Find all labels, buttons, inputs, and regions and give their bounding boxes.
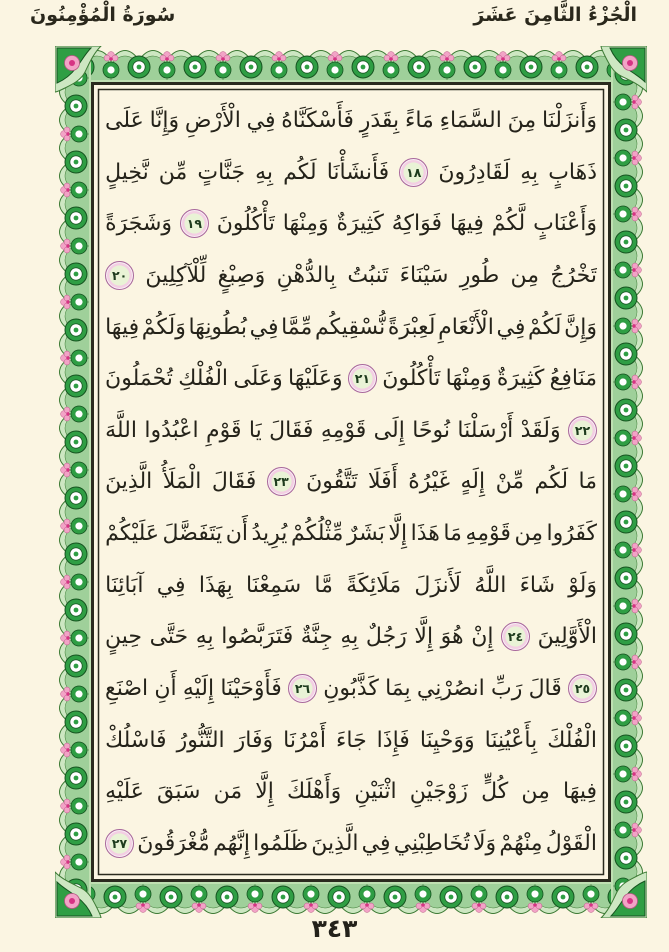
word: قَالَ (528, 676, 562, 702)
word: الْقَوْلُ (545, 830, 597, 856)
word: سَيْنَاءَ (399, 262, 449, 288)
word: أَنِ (154, 676, 177, 702)
word: فَقَالَ (269, 417, 314, 443)
word: بِهَذَا (198, 572, 233, 598)
word: يَا (248, 417, 262, 443)
quran-text-block (105, 95, 597, 869)
word: وَمِنْهَا (282, 211, 329, 237)
quran-line (105, 715, 597, 766)
word: اثْنَيْنِ (354, 779, 397, 805)
word: التَّنُّورُ (176, 727, 225, 753)
word: جَنَّاتٍ (197, 159, 246, 185)
word: مِن (510, 262, 540, 288)
word: تَنبُتُ (347, 262, 389, 288)
word: إِنَّهُم (212, 830, 250, 856)
quran-line (105, 766, 597, 817)
word: بِأَعْيُنِنَا (484, 727, 538, 753)
word: مِّمَّا (281, 314, 313, 340)
word: إِلَهٍ (460, 469, 486, 495)
word: السَّمَاءِ (439, 108, 502, 133)
word: الْفُلْكِ (178, 366, 229, 392)
word: لَعِبْرَةً (387, 314, 436, 340)
word: كَفَرُوا (546, 521, 597, 547)
word: فِي (249, 314, 279, 340)
word: وَأَهْلَكَ (287, 779, 342, 805)
word: مَا (578, 469, 597, 495)
word: الْأَوَّلِينَ (537, 624, 597, 650)
word: كَثِيرَةٌ (336, 211, 384, 237)
page-number: ٣٤٣ (311, 914, 358, 943)
word: بِهِ (195, 624, 214, 650)
quran-line (105, 405, 597, 456)
word: وَلَكُمْ (141, 314, 186, 340)
word: تَخْرُجُ (550, 262, 597, 288)
verse-marker: ٢٠ (105, 261, 134, 290)
word: بِهِ (255, 159, 274, 185)
word: هَذَا (410, 521, 440, 547)
word: بِمَا (385, 676, 411, 702)
quran-line (105, 302, 597, 353)
word: وَلَوْ (568, 572, 597, 598)
word: فَتَرَبَّصُوا (221, 624, 294, 650)
word: عَلَى (105, 108, 144, 133)
word: لَّكُمْ (491, 211, 526, 237)
word: فَوَاكِهُ (391, 211, 442, 237)
word: مِّنْ (495, 469, 525, 495)
word: جَاءَ (336, 727, 367, 753)
verse-marker: ٢٣ (267, 467, 296, 496)
word: فِيهَا (449, 211, 484, 237)
word: بِقَدَرٍ (359, 108, 400, 133)
word: اللَّهُ (474, 572, 507, 598)
quran-line (105, 147, 597, 198)
word: إِنْ (471, 624, 494, 650)
word: آبَائِنَا (105, 572, 144, 598)
word: فِيهَا (563, 779, 597, 805)
word: مَنَافِعُ (549, 366, 597, 392)
word: فِيهَا (105, 314, 140, 340)
word: سَمِعْنَا (246, 572, 302, 598)
word: إِلَّا (255, 779, 274, 805)
word: وَصِبْغٍ (217, 262, 266, 288)
word: قَوْمِ (205, 417, 242, 443)
word: لَكُم (534, 469, 569, 495)
quran-line (105, 250, 597, 301)
verse-marker: ٢٢ (568, 416, 597, 445)
quran-line (105, 95, 597, 146)
word: ذَهَابٍ (548, 159, 597, 185)
word: مَلَائِكَةً (346, 572, 402, 598)
word: سَبَقَ (157, 779, 201, 805)
surah-label: سُورَةُ الْمُؤْمِنُونَ (30, 4, 176, 26)
word: تَتَّقُونَ (306, 469, 358, 495)
ornamental-frame (55, 46, 647, 918)
word: مِن (514, 521, 543, 547)
word: وَأَعْنَابٍ (533, 211, 597, 237)
word: تُخَاطِبْنِي (393, 830, 470, 856)
word: الَّذِينَ (311, 830, 359, 856)
word: وَمِنْهَا (445, 366, 492, 392)
word: أَمْرُنَا (283, 727, 327, 753)
word: كَثِيرَةٌ (496, 366, 545, 392)
word: وَوَحْيِنَا (419, 727, 475, 753)
word: عَلَيْكُمْ (105, 521, 159, 547)
word: فَقَالَ (211, 469, 257, 495)
verse-marker: ٢٧ (105, 829, 134, 858)
word: فَاسْلُكْ (105, 727, 167, 753)
word: اصْنَعِ (105, 676, 149, 702)
word: إِلَّا (388, 521, 408, 547)
word: وَعَلَى (233, 366, 283, 392)
quran-line (105, 611, 597, 662)
word: فَأَوْحَيْنَا (220, 676, 282, 702)
word: أَرْسَلْنَا (457, 417, 514, 443)
word: مُّغْرَقُونَ (137, 830, 210, 856)
verse-marker: ١٨ (399, 158, 428, 187)
word: مِن (521, 779, 550, 805)
word: رَبِّ (491, 676, 523, 702)
quran-line (105, 198, 597, 249)
word: أَن (225, 521, 248, 547)
word: فِي (156, 572, 186, 598)
word: بِهِ (520, 159, 539, 185)
word: إِلَّا (414, 624, 434, 650)
word: لَقَادِرُونَ (438, 159, 511, 185)
word: تَأْكُلُونَ (216, 211, 275, 237)
word: لِّلْآكِلِينَ (145, 262, 207, 288)
verse-marker: ٢٤ (501, 622, 530, 651)
word: الْمَلَأُ (162, 469, 202, 495)
word: غَيْرُهُ (408, 469, 451, 495)
word: فِي (361, 830, 391, 856)
word: كَذَّبُونِ (323, 676, 379, 702)
word: فَإِذَا (376, 727, 410, 753)
word: شَاءَ (519, 572, 556, 598)
verse-marker: ٢٦ (288, 674, 317, 703)
word: مِّن (158, 159, 188, 185)
word: طُورِ (459, 262, 500, 288)
word: نُّسْقِيكُم (314, 314, 386, 340)
word: فَأَسْكَنَّاهُ (281, 108, 354, 133)
word: زَوْجَيْنِ (409, 779, 468, 805)
word: يَتَفَضَّلَ (162, 521, 223, 547)
word: فَأَنشَأْنَا (326, 159, 390, 185)
word: إِلَيْهِ (182, 676, 215, 702)
juz-label: الْجُزْءُ الثَّامِنَ عَشَرَ (473, 4, 637, 26)
word: الْأَنْعَامِ (438, 314, 494, 340)
word: بِالدُّهْنِ (276, 262, 337, 288)
word: مَّا (314, 572, 333, 598)
word: أَفَلَا (368, 469, 398, 495)
word: هُوَ (440, 624, 464, 650)
word: بِهِ (340, 624, 359, 650)
word: عَلَيْهِ (105, 779, 144, 805)
verse-marker: ١٩ (180, 209, 209, 238)
word: مِنَ (507, 108, 537, 133)
quran-line (105, 818, 597, 869)
verse-marker: ٢١ (348, 364, 377, 393)
word: تَأْكُلُونَ (382, 366, 441, 392)
quran-line (105, 456, 597, 507)
word: فِي (246, 108, 276, 133)
word: وَفَارَ (234, 727, 274, 753)
page-header (30, 4, 637, 26)
word: بَشَرٌ (347, 521, 385, 547)
word: رَجُلٌ (365, 624, 407, 650)
quran-line (105, 353, 597, 404)
quran-line (105, 508, 597, 559)
word: ظَلَمُوا (253, 830, 309, 856)
word: الْأَرْضِ (184, 108, 241, 133)
word: تُحْمَلُونَ (105, 366, 173, 392)
word: مِنْهُمْ (499, 830, 543, 856)
word: مَا (443, 521, 462, 547)
word: وَعَلَيْهَا (288, 366, 343, 392)
word: وَلَا (473, 830, 497, 856)
word: وَلَقَدْ (520, 417, 561, 443)
word: لَأَنزَلَ (414, 572, 462, 598)
quran-line (105, 663, 597, 714)
word: حَتَّى (149, 624, 189, 650)
word: مَن (213, 779, 243, 805)
word: حِينٍ (105, 624, 142, 650)
word: بُطُونِهَا (188, 314, 247, 340)
word: قَوْمِهِ (465, 521, 511, 547)
word: اعْبُدُوا (144, 417, 199, 443)
word: قَوْمِهِ (320, 417, 367, 443)
word: جِنَّةٌ (300, 624, 333, 650)
word: يُرِيدُ (251, 521, 288, 547)
word: مِّثْلُكُمْ (290, 521, 344, 547)
word: لَكُمْ (527, 314, 562, 340)
word: فِي (496, 314, 526, 340)
word: انصُرْنِي (416, 676, 485, 702)
word: كُلٍّ (481, 779, 509, 805)
word: لَكُم (283, 159, 317, 185)
word: وَإِنَّا (149, 108, 180, 133)
verse-marker: ٢٥ (568, 674, 597, 703)
word: الَّذِينَ (105, 469, 153, 495)
word: إِلَى (373, 417, 405, 443)
word: مَاءً (404, 108, 434, 133)
word: الْفُلْكَ (547, 727, 597, 753)
word: اللَّهَ (105, 417, 137, 443)
word: نُوحًا (412, 417, 451, 443)
word: وَأَنزَلْنَا (541, 108, 597, 133)
word: وَإِنَّ (564, 314, 597, 340)
word: نَّخِيلٍ (105, 159, 149, 185)
quran-line (105, 560, 597, 611)
word: وَشَجَرَةً (105, 211, 173, 237)
